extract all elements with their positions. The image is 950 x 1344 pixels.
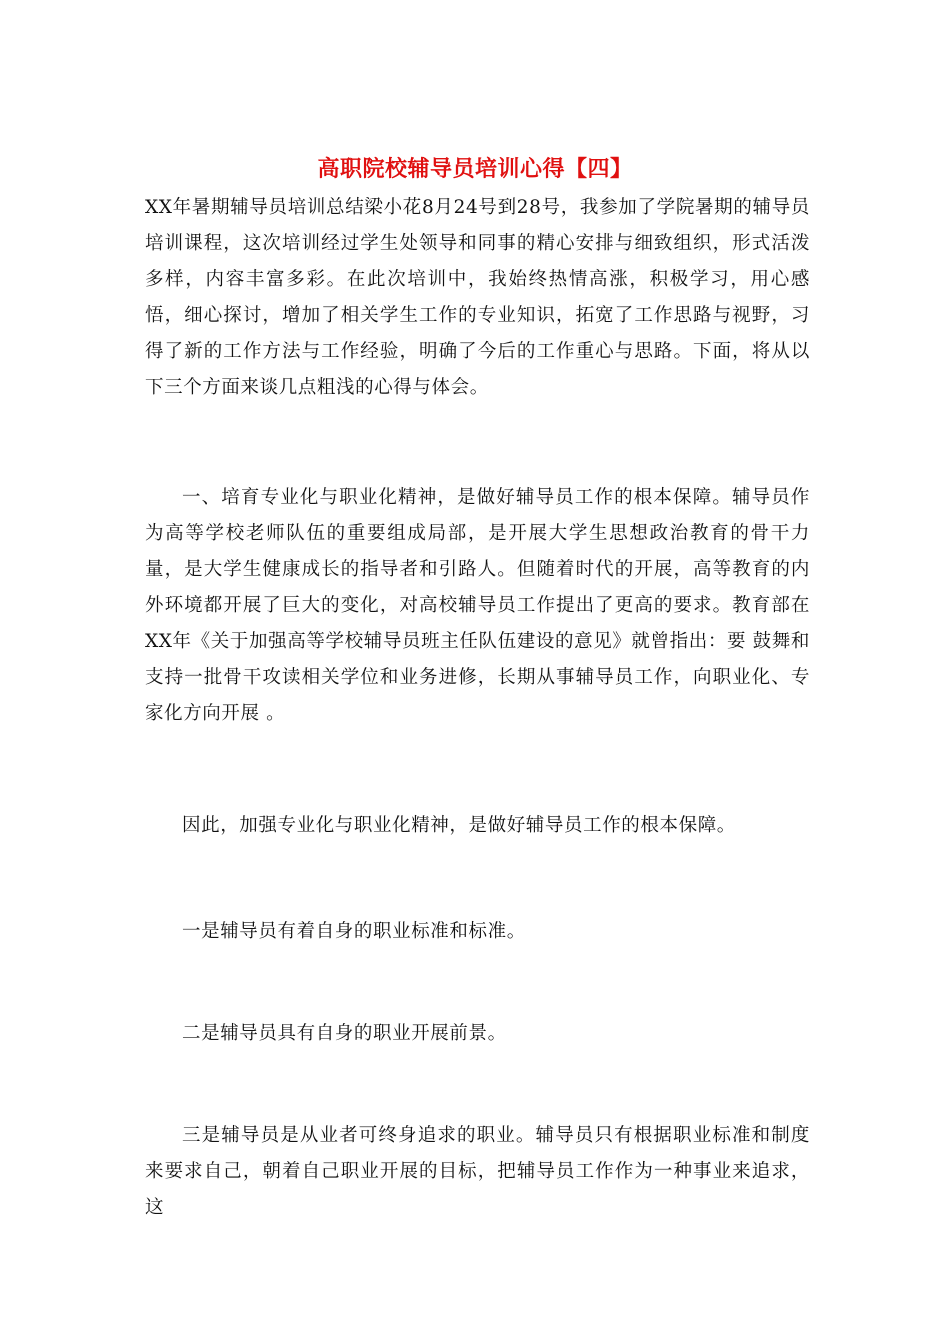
paragraph-intro: XX年暑期辅导员培训总结梁小花8月24号到28号，我参加了学院暑期的辅导员培训课程，这次培训经过学生处领导和同事的精心安排与细致组织，形式活泼多样，内容丰富多彩。在此次培训中，我始终热情高涨，积极学习，用心感悟，细心探讨，增加了相关学生工作的专业知识，拓宽了工作思路与视野，习得了新的工作方法与工作经验，明确了今后的工作重心与思路。下面，将从以下三个方面来谈几点粗浅的心得与体会。 (145, 197, 810, 398)
paragraph-first-point: 一是辅导员有着自身的职业标准和标准。 (182, 921, 526, 942)
paragraph-point-one: 一、培育专业化与职业化精神，是做好辅导员工作的根本保障。辅导员作为高等学校老师队伍的重要组成局部，是开展大学生思想政治教育的骨干力量，是大学生健康成长的指导者和引路人。但随着时代的开展，高等教育的内外环境都开展了巨大的变化，对高校辅导员工作提出了更高的要求。教育部在XX年《关于加强高等学校辅导员班主任队伍建设的意见》就曾指出：要 鼓舞和支持一批骨干攻读相关学位和业务进修，长期从事辅导员工作，向职业化、专家化方向开展 。 (145, 487, 810, 724)
paragraph-third-point: 三是辅导员是从业者可终身追求的职业。辅导员只有根据职业标准和制度来要求自己，朝着自己职业开展的目标，把辅导员工作作为一种事业来追求，这 (145, 1125, 810, 1218)
document-title: 高职院校辅导员培训心得【四】 (317, 156, 633, 182)
paragraph-second-point: 二是辅导员具有自身的职业开展前景。 (182, 1023, 507, 1044)
paragraph-therefore: 因此，加强专业化与职业化精神，是做好辅导员工作的根本保障。 (182, 815, 736, 836)
